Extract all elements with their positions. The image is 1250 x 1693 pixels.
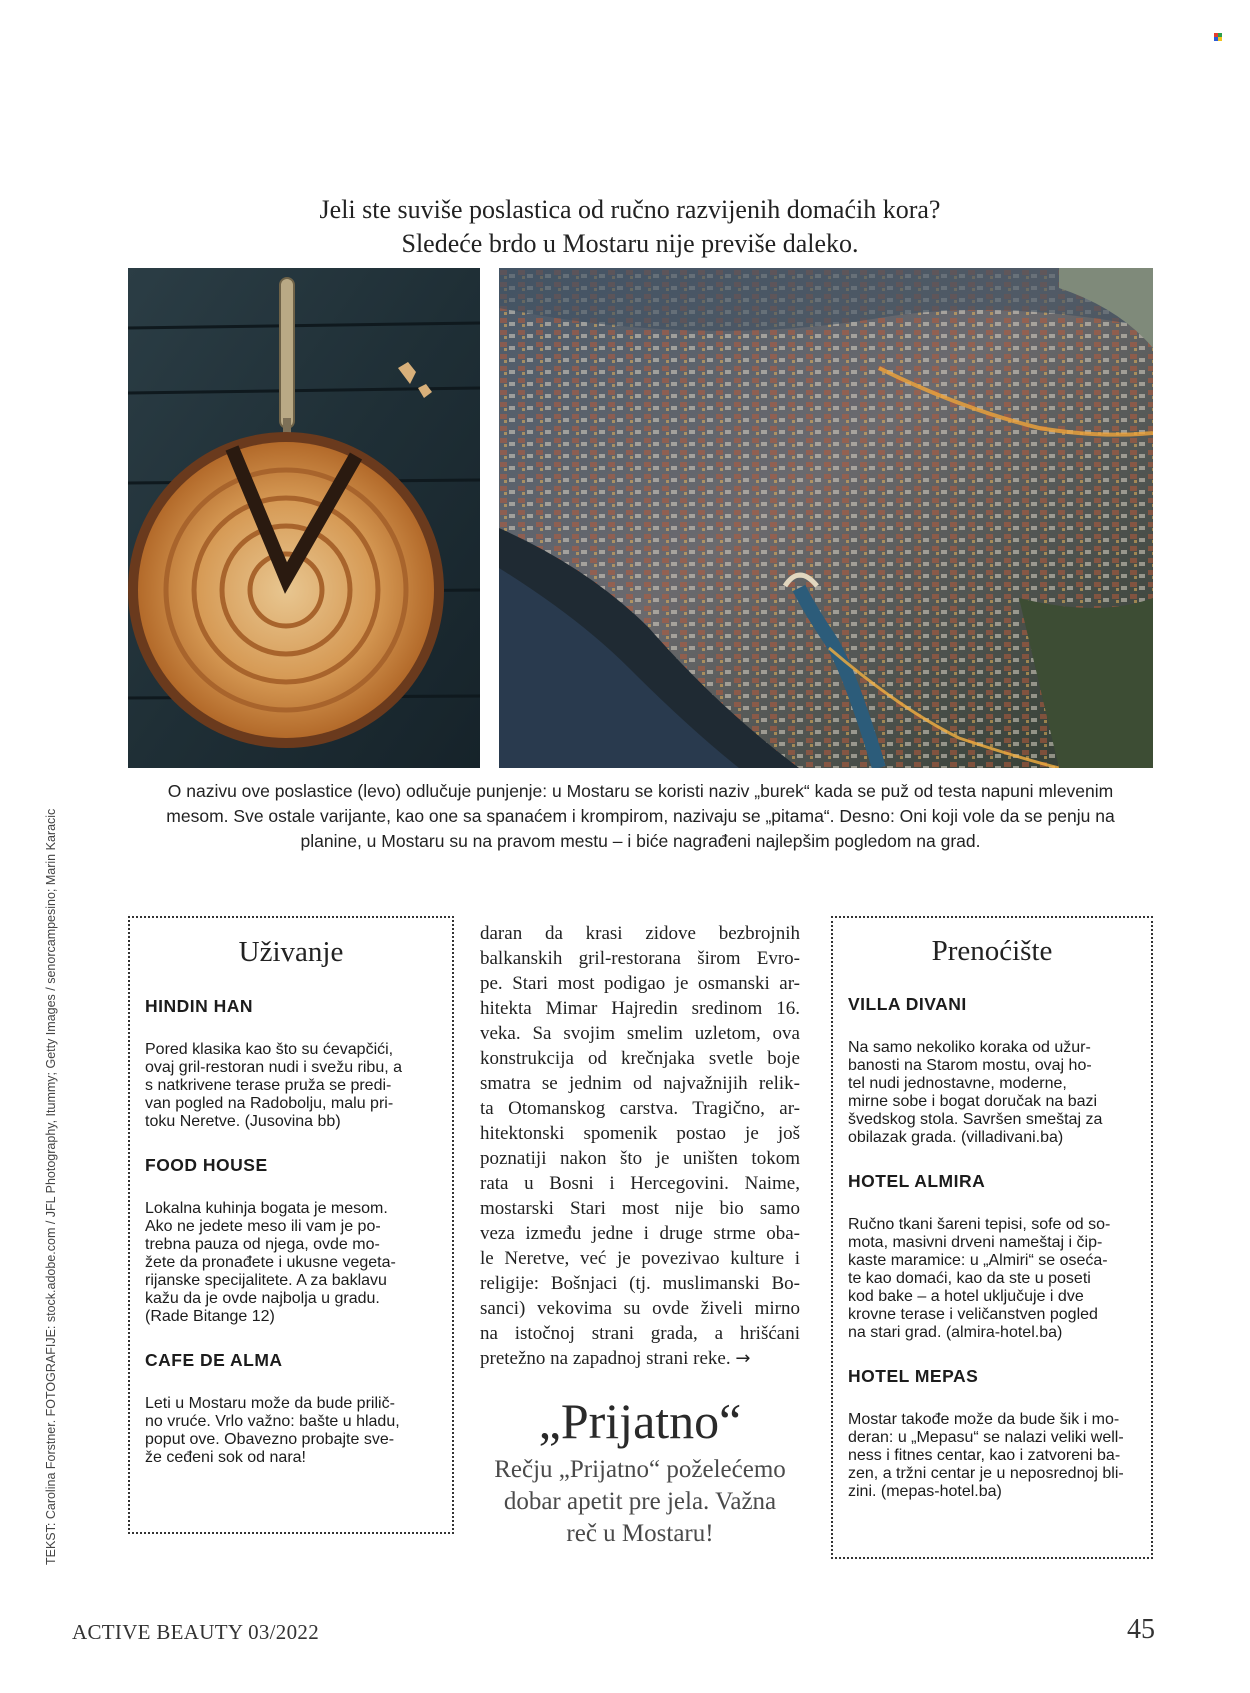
text-line: Ručno tkani šareni tepisi, sofe od so- (848, 1216, 1111, 1233)
listing-hotel-almira (833, 1169, 1151, 1342)
text-line: poput ove. Obavezno probajte sve- (145, 1431, 395, 1448)
intro-text (230, 193, 1030, 261)
text-line: na stari grad. (almira-hotel.ba) (848, 1324, 1063, 1341)
text-line: deran: u „Mepasu“ se nalazi veliki well- (848, 1429, 1124, 1446)
body-line: daran da krasi zidove bezbrojnih (480, 923, 800, 944)
body-line: konstrukcija od krečnjaka svetle boje (480, 1048, 800, 1069)
continue-arrow-icon: → (735, 1348, 751, 1369)
magazine-issue: ACTIVE BEAUTY 03/2022 (72, 1620, 319, 1644)
body-line: hitektonski spomenik postao je još (480, 1123, 800, 1144)
body-line: le Neretve, već je povezivao kulture i (480, 1248, 800, 1269)
listing-name: HOTEL ALMIRA (848, 1171, 986, 1191)
listing-cafe-de-alma (130, 1348, 452, 1467)
pull-quote-title: „Prijatno“ (538, 1393, 742, 1449)
listing-hotel-mepas (833, 1364, 1151, 1501)
burek-photo (128, 268, 480, 768)
body-last-line (480, 1346, 800, 1371)
box-title: Prenoćište (931, 935, 1053, 967)
text-line: kod bake – a hotel uključuje i dve (848, 1288, 1084, 1305)
prenociste-box (831, 916, 1153, 1559)
listing-name: HINDIN HAN (145, 996, 254, 1016)
text-line: kaste maramice: u „Almiri“ se oseća- (848, 1252, 1108, 1269)
body-line: religije: Bošnjaci (tj. muslimanski Bo- (480, 1273, 800, 1294)
text-line: banosti na Starom mostu, ovaj ho- (848, 1057, 1092, 1074)
caption-line: planine, u Mostaru su na pravom mestu – i biće nagrađeni najlepšim pogledom na grad. (300, 831, 981, 851)
pull-quote-line: Rečju „Prijatno“ poželećemo (494, 1456, 786, 1483)
pull-quote-line: dobar apetit pre jela. Važna (503, 1488, 777, 1515)
text-line: van pogled na Radobolju, malu pri- (145, 1095, 394, 1112)
corner-color-mark (1214, 33, 1222, 41)
uzivanje-box (128, 916, 454, 1534)
text-line: ovaj gril-restoran nudi i svežu ribu, a (145, 1059, 403, 1076)
body-line: sanci) vekovima su ovde živeli mirno (480, 1298, 800, 1319)
text-line: Ako ne jedete meso ili vam je po- (145, 1218, 381, 1235)
body-line: ta Otomanskog carstva. Tragično, ar- (480, 1098, 800, 1119)
body-line: veka. Sa svojim smelim uzletom, ova (480, 1023, 800, 1044)
body-line: pe. Stari most podigao je osmanski ar- (480, 973, 800, 994)
text-line: toku Neretve. (Jusovina bb) (145, 1113, 341, 1130)
text-line: mirne sobe i bogat doručak na bazi (848, 1093, 1098, 1110)
photo-caption (128, 779, 1153, 854)
mostar-city-photo (499, 268, 1153, 768)
text-line: tel nudi jednostavne, moderne, (848, 1075, 1067, 1092)
body-line: pretežno na zapadnoj strani reke. (480, 1348, 731, 1369)
text-line: mota, masivni drveni nameštaj i čip- (848, 1234, 1103, 1251)
body-line: na istočnoj strani grada, a hrišćani (480, 1323, 800, 1344)
intro-line: Jeli ste suviše poslastica od ručno razvijenih domaćih kora? (319, 195, 941, 224)
listing-name: FOOD HOUSE (145, 1155, 268, 1175)
listing-hindin-han (130, 994, 452, 1131)
text-line: trebna pauza od njega, ovde mo- (145, 1236, 380, 1253)
text-line: te kao domaći, kao da ste u poseti (848, 1270, 1091, 1287)
photo-credit: TEKST: Carolina Forstner. FOTOGRAFIJE: stock.adobe.com / JFL Photography, Itummy; Getty Images / senorcampesino; Marin Karacic (44, 808, 58, 1565)
caption-line: mesom. Sve ostale varijante, kao one sa spanaćem i krompirom, nazivaju se „pitama“. Desno: Oni koji vole da se penju na (166, 806, 1115, 826)
text-line: no vruće. Vrlo važno: bašte u hladu, (145, 1413, 400, 1430)
text-line: Leti u Mostaru može da bude prilič- (145, 1395, 395, 1412)
text-line: kažu da je ovde najbolja u gradu. (145, 1290, 380, 1307)
listing-name: VILLA DIVANI (848, 994, 967, 1014)
text-line: že ceđeni sok od nara! (145, 1449, 306, 1466)
text-line: s natkrivene terase pruža se predi- (145, 1077, 392, 1094)
body-line: smatra se jednim od najvažnijih relik- (480, 1073, 800, 1094)
text-line: žete da pronađete i ukusne vegeta- (145, 1254, 396, 1271)
text-line: Mostar takođe može da bude šik i mo- (848, 1411, 1120, 1428)
article-body (480, 921, 800, 1371)
text-line: zen, a tržni centar je u neposrednoj bli- (848, 1465, 1124, 1482)
body-line: hitekta Mimar Hajredin sredinom 16. (480, 998, 800, 1019)
intro-line: Sledeće brdo u Mostaru nije previše daleko. (401, 229, 859, 258)
listing-food-house (130, 1153, 452, 1326)
text-line: Na samo nekoliko koraka od užur- (848, 1039, 1091, 1056)
text-line: švedskog stola. Savršen smeštaj za (848, 1111, 1103, 1128)
page-number: 45 (1127, 1614, 1155, 1645)
listing-villa-divani (833, 992, 1151, 1147)
text-line: rijanske specijalitete. A za baklavu (145, 1272, 387, 1289)
body-line: mostarski Stari most nije bio samo (480, 1198, 800, 1219)
text-line: zini. (mepas-hotel.ba) (848, 1483, 1002, 1500)
caption-line: O nazivu ove poslastice (levo) odlučuje punjenje: u Mostaru se koristi naziv „burek“ kada se puž od testa napuni mlevenim (167, 781, 1114, 801)
text-line: (Rade Bitange 12) (145, 1308, 275, 1325)
listing-name: CAFE DE ALMA (145, 1350, 283, 1370)
text-line: krovne terase i veličanstven pogled (848, 1306, 1098, 1323)
text-line: Lokalna kuhinja bogata je mesom. (145, 1200, 388, 1217)
text-line: ness i fitnes centar, kao i zatvoreni ba- (848, 1447, 1121, 1464)
pull-quote-text (470, 1454, 810, 1550)
body-line: veza između jedne i druge strme oba- (480, 1223, 800, 1244)
text-line: obilazak grada. (villadivani.ba) (848, 1129, 1064, 1146)
box-title: Uživanje (238, 936, 344, 968)
body-line: rata u Bosni i Hercegovini. Naime, (480, 1173, 800, 1194)
text-line: Pored klasika kao što su ćevapčići, (145, 1041, 394, 1058)
body-line: poznatiji nakon što je uništen tokom (480, 1148, 800, 1169)
pull-quote-line: reč u Mostaru! (566, 1520, 714, 1547)
body-line: balkanskih gril-restorana širom Evro- (480, 948, 800, 969)
listing-name: HOTEL MEPAS (848, 1366, 979, 1386)
